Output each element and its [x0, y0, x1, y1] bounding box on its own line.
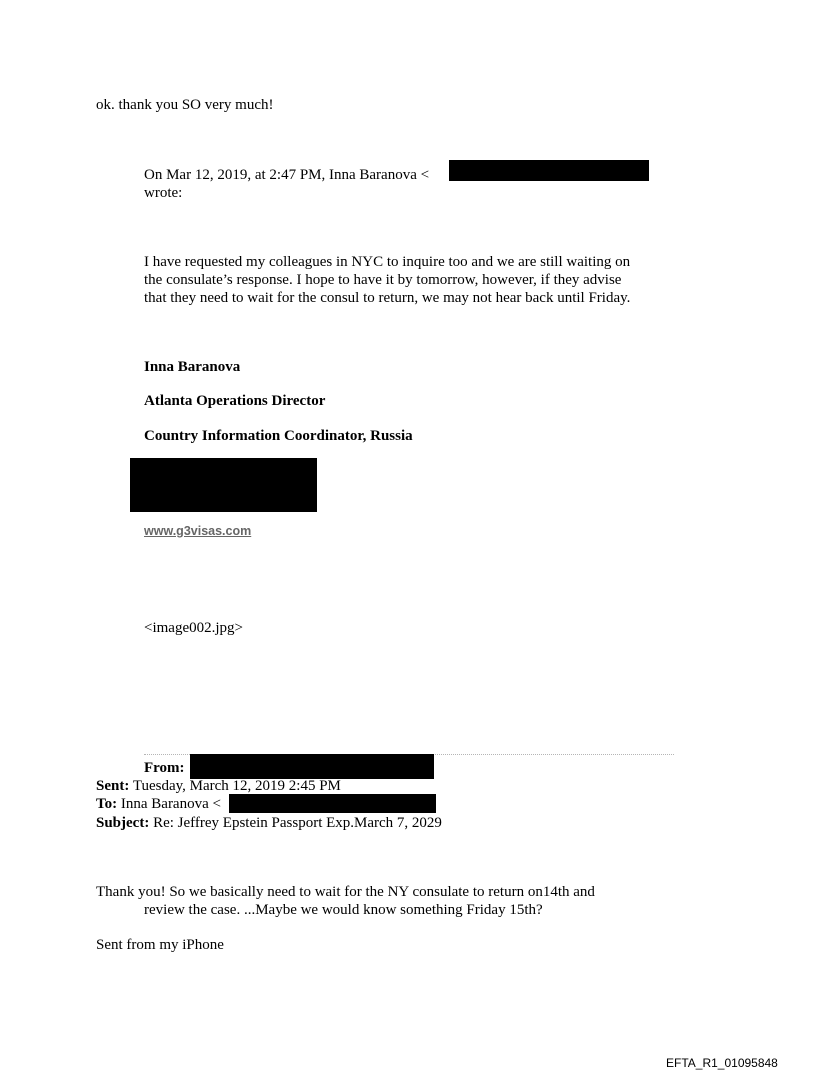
redaction-block: [190, 754, 434, 779]
subject-line: [96, 815, 442, 832]
subject-value: Re: Jeffrey Epstein Passport Exp.March 7, 2029: [153, 815, 442, 831]
sent-line: [96, 778, 341, 795]
quoted-body-line: the consulate’s response. I hope to have it by tomorrow, however, if they advise: [144, 272, 622, 288]
message-body-line: Thank you! So we basically need to wait for the NY consulate to return on14th and: [96, 884, 595, 900]
to-value: Inna Baranova <: [120, 796, 221, 812]
sent-label: Sent:: [96, 778, 130, 794]
quoted-body-line: I have requested my colleagues in NYC to inquire too and we are still waiting on: [144, 254, 631, 270]
to-line: [96, 796, 221, 813]
bates-number: EFTA_R1_01095848: [666, 1056, 778, 1070]
message-body-line: review the case. ...Maybe we would know something Friday 15th?: [144, 902, 543, 918]
redaction-block: [449, 160, 649, 181]
quoted-header-wrote: wrote:: [144, 185, 183, 201]
signature-name: Inna Baranova: [144, 359, 241, 375]
reply-text: ok. thank you SO very much!: [96, 97, 274, 113]
subject-label: Subject:: [96, 815, 150, 831]
redaction-block: [130, 458, 317, 512]
sent-value: Tuesday, March 12, 2019 2:45 PM: [132, 778, 341, 794]
redaction-block: [229, 794, 436, 813]
signature-role: Country Information Coordinator, Russia: [144, 428, 413, 444]
from-label: From:: [144, 760, 185, 776]
quoted-body-line: that they need to wait for the consul to return, we may not hear back until Friday.: [144, 290, 631, 306]
website-link[interactable]: www.g3visas.com: [144, 524, 252, 538]
signature-title: Atlanta Operations Director: [144, 393, 326, 409]
quoted-header-line: On Mar 12, 2019, at 2:47 PM, Inna Baranova <: [144, 167, 430, 183]
to-label: To:: [96, 796, 118, 812]
attachment-placeholder: <image002.jpg>: [144, 620, 243, 636]
message-signature: Sent from my iPhone: [96, 937, 224, 953]
